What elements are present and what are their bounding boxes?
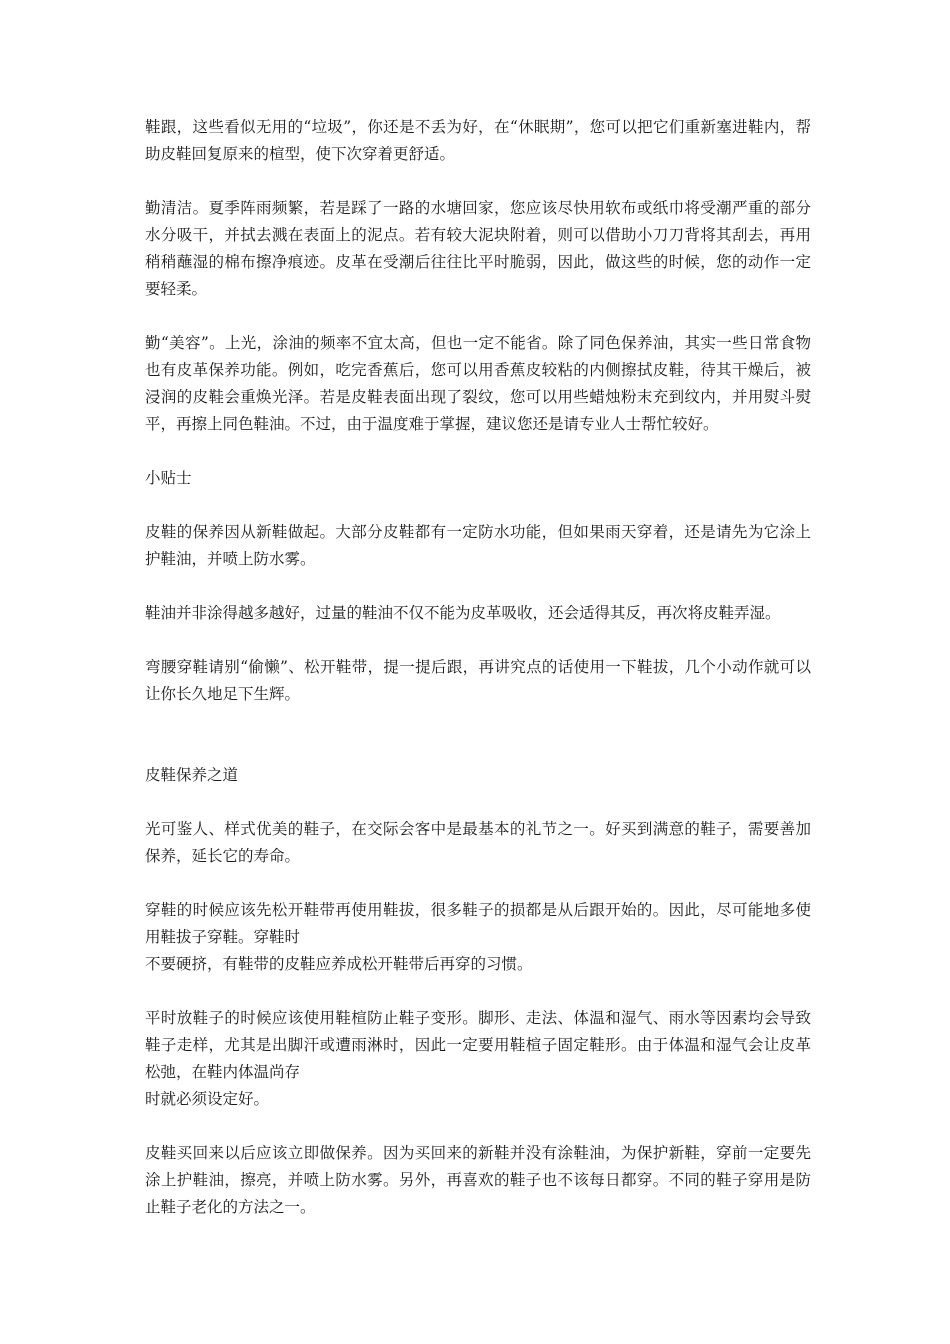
paragraph-shoehorn: 弯腰穿鞋请别“偷懒”、松开鞋带，提一提后跟，再讲究点的话使用一下鞋拔，几个小动作就可以让你长久地足下生辉。 [145, 658, 811, 703]
paragraph-new-shoes: 皮鞋的保养因从新鞋做起。大部分皮鞋都有一定防水功能，但如果雨天穿着，还是请先为它涂上护鞋油，并喷上防水雾。 [145, 523, 811, 568]
paragraph-shoe-polish: 鞋油并非涂得越多越好，过量的鞋油不仅不能为皮革吸收，还会适得其反，再次将皮鞋弄湿。 [145, 604, 781, 622]
paragraph-polishing: 勤“美容”。上光，涂油的频率不宜太高，但也一定不能省。除了同色保养油，其实一些日常食物也有皮革保养功能。例如，吃完香蕉后，您可以用香蕉皮较粘的内侧擦拭皮鞋，待其干燥后，被浸润的皮鞋会重焕光泽。若是皮鞋表面出现了裂纹，您可以用些蜡烛粉末充到纹内，并用熨斗熨平，再擦上同色鞋油。不过，由于温度难于掌握，建议您还是请专业人士帮忙较好。 [145, 334, 811, 433]
paragraph-cleaning: 勤清洁。夏季阵雨频繁，若是踩了一路的水塘回家，您应该尽快用软布或纸巾将受潮严重的部分水分吸干，并拭去溅在表面上的泥点。若有较大泥块附着，则可以借助小刀刀背将其刮去，再用稍稍蘸湿的棉布擦净痕迹。皮革在受潮后往往比平时脆弱，因此，做这些的时候，您的动作一定要轻柔。 [145, 199, 811, 298]
document-body [145, 114, 811, 1248]
paragraph-wearing: 穿鞋的时候应该先松开鞋带再使用鞋拔，很多鞋子的损都是从后跟开始的。因此，尽可能地多使用鞋拔子穿鞋。穿鞋时 不要硬挤，有鞋带的皮鞋应养成松开鞋带后再穿的习惯。 [145, 901, 811, 973]
paragraph-after-purchase: 皮鞋买回来以后应该立即做保养。因为买回来的新鞋并没有涂鞋油，为保护新鞋，穿前一定要先涂上护鞋油，擦亮，并喷上防水雾。另外，再喜欢的鞋子也不该每日都穿。不同的鞋子穿用是防止鞋子老化的方法之一。 [145, 1144, 811, 1216]
paragraph-intro: 光可鉴人、样式优美的鞋子，在交际会客中是最基本的礼节之一。好买到满意的鞋子，需要善加保养，延长它的寿命。 [145, 820, 811, 865]
heading-tips: 小贴士 [145, 469, 192, 487]
paragraph-storage: 平时放鞋子的时候应该使用鞋楦防止鞋子变形。脚形、走法、体温和湿气、雨水等因素均会导致鞋子走样，尤其是出脚汗或遭雨淋时，因此一定要用鞋楦子固定鞋形。由于体温和湿气会让皮革松弛，在鞋内体温尚存 时就必须设定好。 [145, 1009, 811, 1108]
paragraph-shoe-trees: 鞋跟，这些看似无用的“垃圾”，你还是不丢为好，在“休眠期”，您可以把它们重新塞进鞋内，帮助皮鞋回复原来的楦型，使下次穿着更舒适。 [145, 118, 811, 163]
heading-leather-care: 皮鞋保养之道 [145, 766, 239, 784]
